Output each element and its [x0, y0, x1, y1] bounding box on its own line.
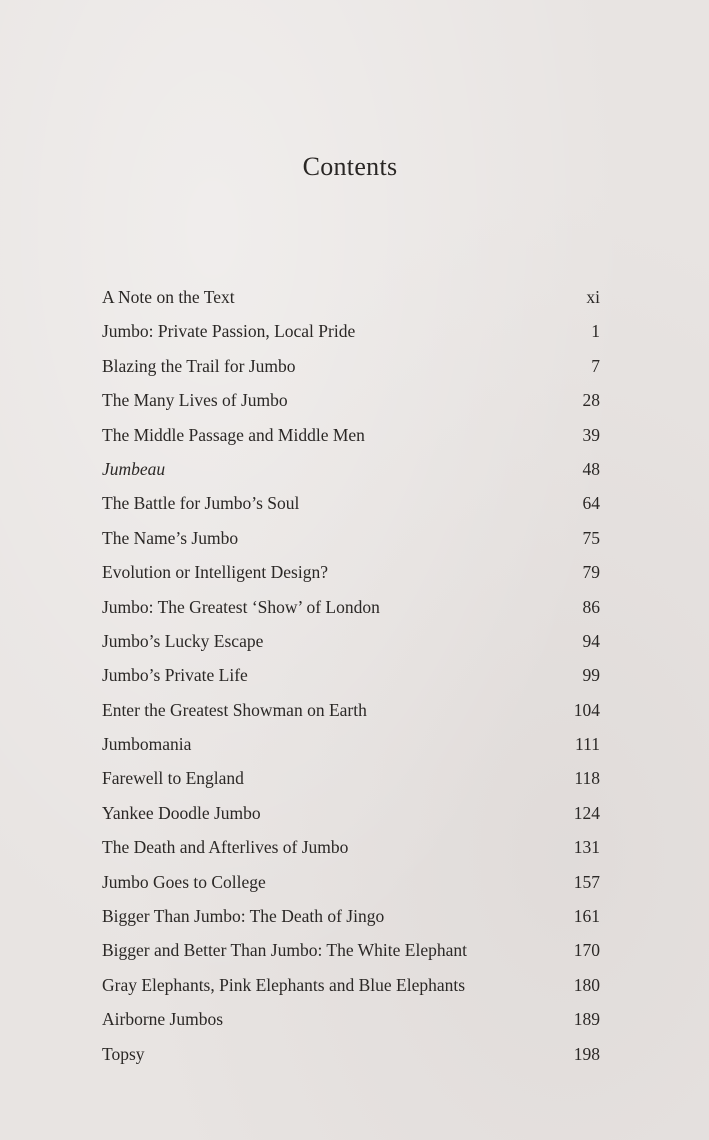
toc-entry-title: Jumbo Goes to College [102, 871, 266, 892]
table-of-contents [102, 284, 600, 1075]
toc-entry-page-number: 99 [582, 665, 600, 686]
toc-entry-title: The Middle Passage and Middle Men [102, 424, 365, 445]
toc-entry-page-number: 28 [582, 390, 600, 411]
toc-entry [102, 903, 600, 937]
toc-entry [102, 628, 600, 662]
toc-entry-page-number: 104 [573, 699, 600, 720]
toc-entry-page-number: 180 [573, 974, 600, 995]
toc-entry [102, 697, 600, 731]
toc-entry-page-number: 124 [573, 802, 600, 823]
toc-entry [102, 387, 600, 421]
toc-entry [102, 731, 600, 765]
toc-entry-page-number: 94 [582, 630, 600, 651]
toc-entry-title: Jumbo’s Lucky Escape [102, 630, 264, 651]
toc-entry-title: A Note on the Text [102, 287, 235, 307]
toc-entry-title: Blazing the Trail for Jumbo [102, 355, 296, 376]
toc-entry-title: Topsy [102, 1043, 145, 1064]
toc-entry [102, 422, 600, 456]
toc-entry-page-number: xi [586, 287, 600, 307]
toc-entry [102, 972, 600, 1006]
toc-entry-title: Jumbeau [102, 458, 166, 479]
toc-entry [102, 456, 600, 490]
toc-entry [102, 525, 600, 559]
toc-entry-page-number: 48 [582, 458, 600, 479]
toc-entry-page-number: 7 [591, 355, 600, 376]
toc-entry [102, 490, 600, 524]
toc-entry-title: The Death and Afterlives of Jumbo [102, 837, 349, 858]
toc-entry-title: The Battle for Jumbo’s Soul [102, 493, 300, 514]
toc-entry-page-number: 86 [582, 596, 600, 617]
toc-entry-page-number: 198 [573, 1043, 600, 1064]
toc-entry [102, 937, 600, 971]
toc-entry [102, 765, 600, 799]
toc-entry-title: Bigger Than Jumbo: The Death of Jingo [102, 906, 385, 927]
toc-entry-title: Evolution or Intelligent Design? [102, 562, 328, 583]
toc-entry-page-number: 64 [582, 493, 600, 514]
toc-entry-page-number: 131 [573, 837, 600, 858]
toc-entry-title: The Name’s Jumbo [102, 527, 239, 548]
toc-entry-page-number: 111 [575, 734, 600, 755]
toc-entry-title: Yankee Doodle Jumbo [102, 802, 261, 823]
toc-entry [102, 834, 600, 868]
toc-entry-title: Gray Elephants, Pink Elephants and Blue Elephants [102, 974, 466, 995]
toc-entry-page-number: 39 [582, 424, 600, 445]
toc-entry-title: Airborne Jumbos [102, 1009, 224, 1030]
toc-entry-title: Jumbomania [102, 734, 192, 755]
toc-entry-title: Jumbo: The Greatest ‘Show’ of London [102, 596, 380, 617]
toc-entry-title: Enter the Greatest Showman on Earth [102, 699, 367, 720]
toc-entry-title: The Many Lives of Jumbo [102, 390, 288, 411]
toc-entry-page-number: 157 [573, 871, 600, 892]
toc-entry-title: Bigger and Better Than Jumbo: The White Elephant [102, 940, 467, 961]
toc-entry-page-number: 189 [573, 1009, 600, 1030]
toc-entry-page-number: 75 [582, 527, 600, 548]
toc-entry-title: Farewell to England [102, 768, 244, 789]
toc-entry-page-number: 1 [591, 321, 600, 342]
toc-entry [102, 353, 600, 387]
toc-entry-page-number: 79 [582, 562, 600, 583]
toc-entry-page-number: 170 [573, 940, 600, 961]
page-title: Contents [302, 152, 398, 181]
toc-entry [102, 800, 600, 834]
toc-entry-title: Jumbo: Private Passion, Local Pride [102, 321, 356, 342]
toc-entry [102, 662, 600, 696]
toc-entry-title: Jumbo’s Private Life [102, 665, 248, 686]
toc-entry [102, 869, 600, 903]
toc-entry-page-number: 118 [574, 768, 600, 789]
toc-entry-page-number: 161 [573, 906, 600, 927]
toc-entry [102, 318, 600, 352]
toc-entry [102, 1006, 600, 1040]
toc-entry [102, 284, 600, 318]
toc-entry [102, 1041, 600, 1075]
toc-entry [102, 594, 600, 628]
toc-entry [102, 559, 600, 593]
